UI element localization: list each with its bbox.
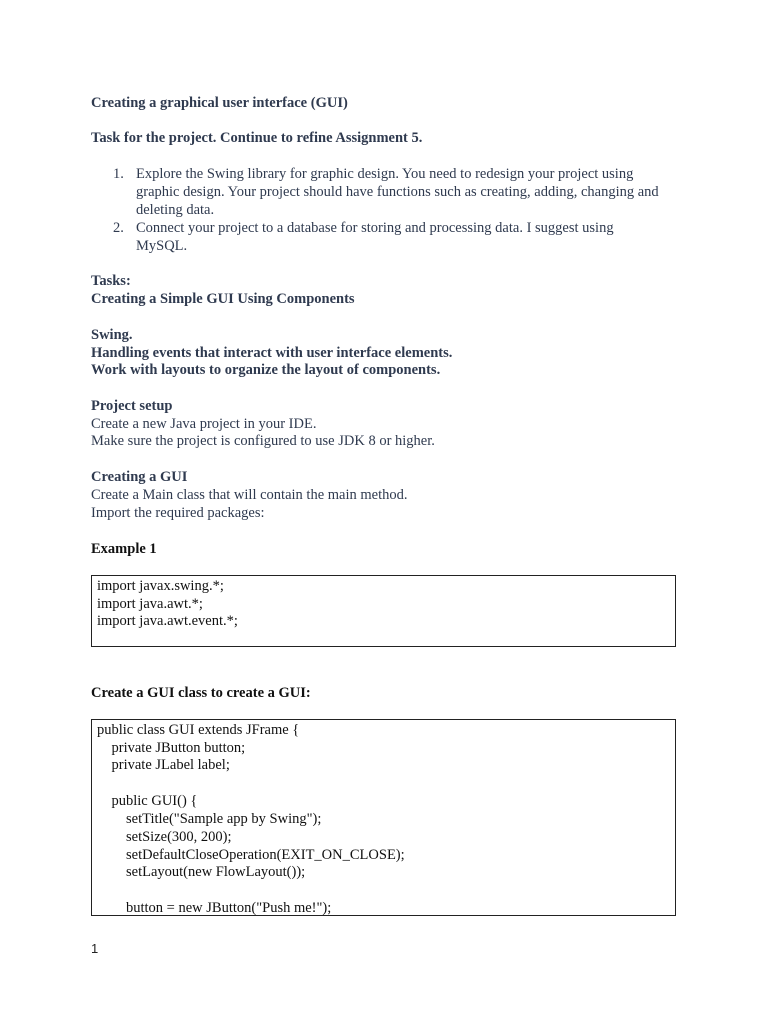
example-label: Example 1 xyxy=(91,541,157,557)
list-item-number: 1. xyxy=(113,166,124,182)
layouts-heading: Work with layouts to organize the layout of components. xyxy=(91,362,441,378)
code-line: public GUI() { xyxy=(97,793,198,809)
code-line: setDefaultCloseOperation(EXIT_ON_CLOSE); xyxy=(97,847,405,863)
setup-heading: Project setup xyxy=(91,398,173,414)
page-number: 1 xyxy=(91,941,99,956)
swing-heading: Swing. xyxy=(91,327,133,343)
setup-text: Make sure the project is configured to use JDK 8 or higher. xyxy=(91,433,435,449)
list-item-text: Explore the Swing library for graphic design. You need to redesign your project using graphic design. Your project should have functions such as creating, adding, changing and deleting data. xyxy=(136,166,659,218)
list-item-number: 2. xyxy=(113,220,124,236)
events-heading: Handling events that interact with user interface elements. xyxy=(91,345,453,361)
code-line: setLayout(new FlowLayout()); xyxy=(97,864,306,880)
code-line: setSize(300, 200); xyxy=(97,829,232,845)
tasks-label: Tasks: xyxy=(91,273,131,289)
setup-text: Create a new Java project in your IDE. xyxy=(91,416,317,432)
code-line: import java.awt.*; xyxy=(97,596,203,612)
code-line: setTitle("Sample app by Swing"); xyxy=(97,811,322,827)
tasks-line: Creating a Simple GUI Using Components xyxy=(91,291,355,307)
code-line: private JButton button; xyxy=(97,740,246,756)
list-item-text: Connect your project to a database for storing and processing data. I suggest using MySQL. xyxy=(136,220,614,254)
example-code-box xyxy=(91,575,676,647)
code-line: import java.awt.event.*; xyxy=(97,613,238,629)
code-line: public class GUI extends JFrame { xyxy=(97,722,300,738)
gui-class-label: Create a GUI class to create a GUI: xyxy=(91,685,311,701)
gui-text: Import the required packages: xyxy=(91,505,265,521)
code-line: private JLabel label; xyxy=(97,757,230,773)
gui-class-code-box xyxy=(91,719,676,916)
document-title: Creating a graphical user interface (GUI) xyxy=(91,95,348,111)
code-line: button = new JButton("Push me!"); xyxy=(97,900,332,916)
code-line: import javax.swing.*; xyxy=(97,578,224,594)
gui-heading: Creating a GUI xyxy=(91,469,188,485)
task-heading: Task for the project. Continue to refine Assignment 5. xyxy=(91,130,423,146)
gui-text: Create a Main class that will contain the main method. xyxy=(91,487,408,503)
